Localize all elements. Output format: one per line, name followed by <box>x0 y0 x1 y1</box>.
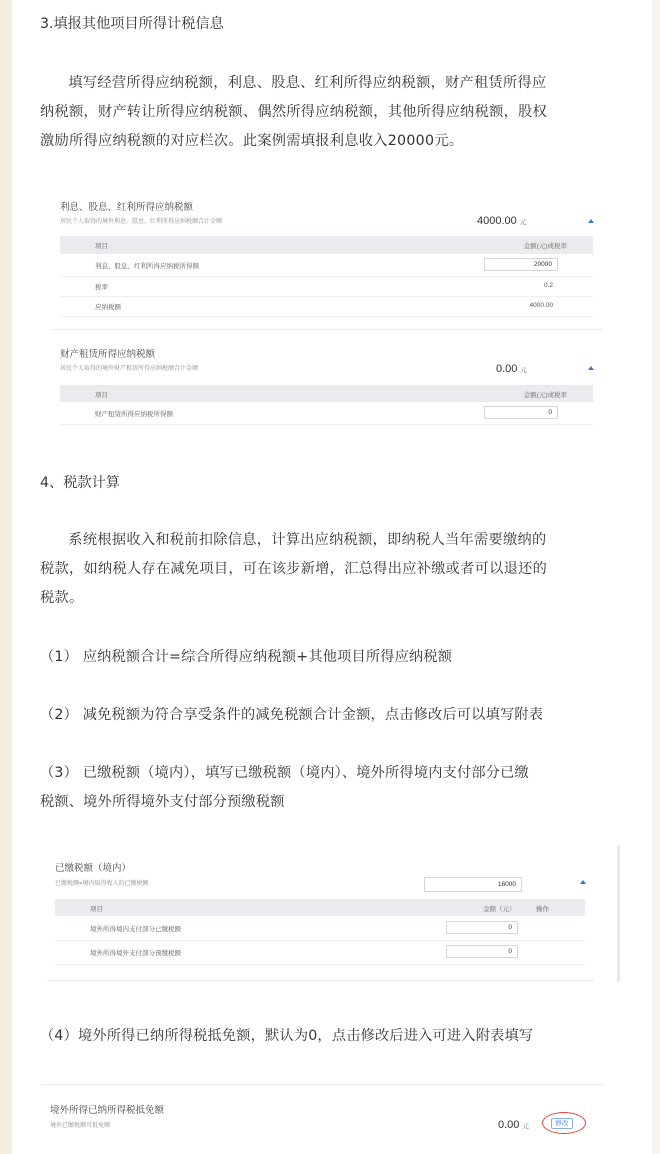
paid-tax-table-header <box>55 899 585 916</box>
rental-amount-value: 0.00 <box>496 363 518 375</box>
paid-tax-col-item: 项目 <box>90 906 103 913</box>
interest-row-3-label: 应纳税额 <box>95 304 121 311</box>
paid-tax-col-amount: 金额（元） <box>483 906 516 913</box>
section4-line-1: 系统根据收入和税前扣除信息，计算出应纳税额，即纳税人当年需要缴纳的 <box>68 532 547 548</box>
screenshot-foreign-credit <box>42 1082 604 1154</box>
section4-item-3-line-2: 税额、境外所得境外支付部分预缴税额 <box>40 794 285 810</box>
table-row <box>55 916 585 941</box>
table-row <box>55 940 585 965</box>
interest-amount-value: 4000.00 <box>477 215 517 227</box>
interest-table <box>60 236 593 316</box>
interest-table-header <box>60 236 593 254</box>
interest-col-amount: 金额(元)或税率 <box>523 243 567 250</box>
table-row <box>60 402 593 425</box>
rental-table <box>60 385 593 425</box>
section4-item-1: （1） 应纳税额合计=综合所得应纳税额+其他项目所得应纳税额 <box>40 649 453 665</box>
caret-up-icon[interactable] <box>588 366 594 370</box>
foreign-credit-amount <box>498 1119 529 1131</box>
right-margin-bar <box>652 0 660 1154</box>
caret-up-icon[interactable] <box>580 880 586 884</box>
rental-table-header <box>60 385 593 402</box>
interest-row-2-value: 0.2 <box>543 282 553 289</box>
foreign-prepaid-tax-input[interactable]: 0 <box>446 945 518 958</box>
paid-tax-col-action: 操作 <box>536 906 549 913</box>
foreign-credit-title: 境外所得已纳所得税抵免额 <box>50 1105 165 1116</box>
edit-button[interactable]: 修改 <box>551 1118 573 1129</box>
section4-item-4: （4）境外所得已纳所得税抵免额，默认为0，点击修改后进入可进入附表填写 <box>40 1028 534 1044</box>
section3-heading: 3.填报其他项目所得计税信息 <box>40 16 224 32</box>
section4-item-3 <box>40 759 622 817</box>
interest-row-3-value: 4000.00 <box>529 302 553 309</box>
section3-paragraph <box>40 69 622 156</box>
section4-item-3-line-1: （3） 已缴税额（境内），填写已缴税额（境内）、境外所得境内支付部分已缴 <box>40 765 529 781</box>
interest-col-item: 项目 <box>95 243 108 250</box>
section4-line-2: 税款，如纳税人存在减免项目，可在该步新增，汇总得出应补缴或者可以退还的 <box>40 561 548 577</box>
section4-line-3: 税款。 <box>40 590 84 606</box>
interest-row-1-label: 利息、股息、红利所得应纳税所得额 <box>95 263 199 270</box>
foreign-credit-subtitle: 境外已缴税额可抵免额 <box>50 1123 111 1129</box>
table-row <box>60 254 593 277</box>
interest-amount <box>477 215 526 227</box>
section4-item-2: （2） 减免税额为符合享受条件的减免税额合计金额，点击修改后可以填写附表 <box>40 707 544 723</box>
section-divider <box>52 329 602 330</box>
rental-title: 财产租赁所得应纳税额 <box>60 349 156 360</box>
paid-tax-row-2-label: 境外所得境外支付部分预缴税额 <box>90 950 181 957</box>
rental-col-amount: 金额(元)或税率 <box>523 392 567 399</box>
section3-line-2: 纳税额，财产转让所得应纳税额、偶然所得应纳税额，其他所得应纳税额，股权 <box>40 104 548 120</box>
interest-taxable-income-input[interactable]: 20000 <box>484 258 558 271</box>
screenshot-paid-tax <box>47 846 620 982</box>
caret-up-icon[interactable] <box>588 219 594 223</box>
rental-col-item: 项目 <box>95 392 108 399</box>
table-row <box>60 276 593 297</box>
paid-tax-amount-input[interactable]: 16000 <box>424 877 522 892</box>
rental-amount <box>496 363 527 375</box>
section4-paragraph <box>40 526 622 613</box>
foreign-credit-amount-value: 0.00 <box>498 1119 520 1131</box>
section-divider <box>42 1084 604 1085</box>
screenshot-interest-rental <box>52 186 602 436</box>
foreign-credit-amount-unit: 元 <box>522 1123 529 1130</box>
rental-amount-unit: 元 <box>520 367 527 374</box>
rental-taxable-income-input[interactable]: 0 <box>484 406 558 419</box>
left-margin-bar <box>0 0 12 1154</box>
section3-line-3: 激励所得应纳税额的对应栏次。此案例需填报利息收入20000元。 <box>40 133 464 149</box>
domestic-paid-tax-input[interactable]: 0 <box>446 921 518 934</box>
rental-subtitle: 居民个人取得的境外财产租赁所得应纳税额合计金额 <box>60 366 199 372</box>
interest-row-2-label: 税率 <box>95 284 108 291</box>
paid-tax-row-1-label: 境外所得境内支付部分已缴税额 <box>90 926 181 933</box>
interest-title: 利息、股息、红利所得应纳税额 <box>60 202 194 213</box>
section-divider <box>47 980 594 981</box>
paid-tax-table <box>55 899 585 965</box>
interest-amount-unit: 元 <box>519 219 527 226</box>
section4-heading: 4、税款计算 <box>40 475 120 491</box>
paid-tax-subtitle: 已缴税额=境内取得收入的已缴税额 <box>55 881 149 887</box>
table-row <box>60 296 593 317</box>
paid-tax-title: 已缴税额（境内） <box>55 863 132 874</box>
rental-row-1-label: 财产租赁所得应纳税所得额 <box>95 411 173 418</box>
section3-line-1: 填写经营所得应纳税额，利息、股息、红利所得应纳税额，财产租赁所得应 <box>68 75 547 91</box>
interest-subtitle: 居民个人取得的境外利息、股息、红利所得应纳税额合计金额 <box>60 219 223 225</box>
